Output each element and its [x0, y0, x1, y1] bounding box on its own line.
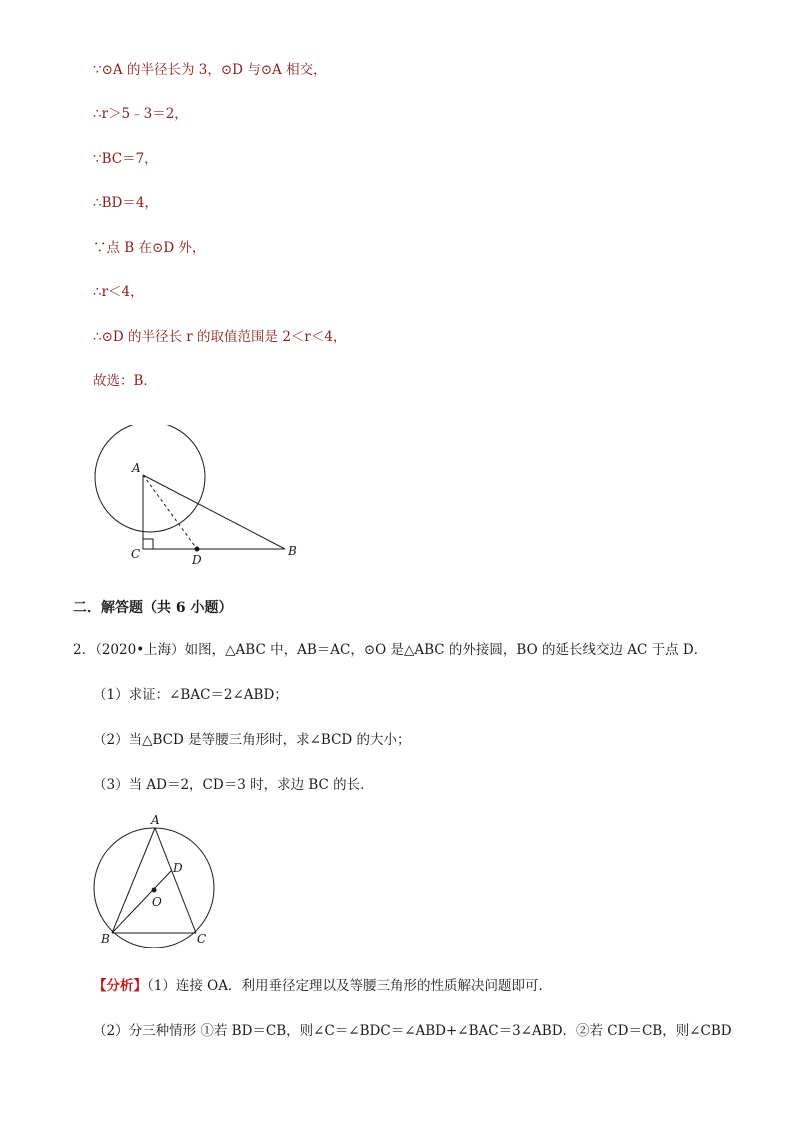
solution-line-8: 故选：B．: [93, 373, 157, 389]
analysis-text-1: （1）连接 OA．利用垂径定理以及等腰三角形的性质解决问题即可．: [147, 978, 552, 994]
segment-ab: [112, 828, 155, 933]
segment-ab: [143, 475, 285, 549]
problem-2-stem: 2．（2020•上海）如图，△ABC 中，AB＝AC，⊙O 是△ABC 的外接圆，BO 的延长线交边 AC 于点 D．: [73, 642, 708, 658]
label-o: O: [152, 895, 162, 909]
solution-line-4: ∴BD＝4，: [93, 195, 158, 211]
point-d: [195, 547, 200, 552]
segment-ac: [155, 828, 196, 933]
analysis-line-2: （2）分三种情形 ①若 BD＝CB，则∠C＝∠BDC＝∠ABD+∠BAC＝3∠ABD．②若 CD＝CB，则∠CBD: [93, 1023, 732, 1039]
figure-circumcircle: [85, 808, 225, 948]
solution-line-5: ∵点 B 在⊙D 外，: [93, 240, 206, 256]
label-b: B: [288, 544, 297, 558]
segment-ad-dashed: [143, 475, 197, 549]
solution-line-2: ∴r＞5﹣3＝2，: [93, 106, 188, 122]
problem-2-part-1: （1）求证：∠BAC＝2∠ABD；: [93, 687, 288, 703]
solution-line-7: ∴⊙D 的半径长 r 的取值范围是 2＜r＜4，: [93, 329, 347, 345]
segment-bd: [112, 870, 172, 933]
point-o: [152, 888, 157, 893]
label-d: D: [192, 553, 202, 567]
problem-2-part-3: （3）当 AD＝2，CD＝3 时，求边 BC 的长．: [93, 777, 374, 793]
solution-line-6: ∴r＜4，: [93, 284, 144, 300]
analysis-line-1: [93, 977, 552, 995]
label-b: B: [101, 932, 110, 946]
solution-line-3: ∵BC＝7，: [93, 151, 158, 167]
label-d: D: [173, 861, 183, 875]
problem-2-part-2: （2）当△BCD 是等腰三角形时，求∠BCD 的大小；: [93, 732, 411, 748]
solution-line-1: ∵⊙A 的半径长为 3，⊙D 与⊙A 相交，: [93, 62, 327, 78]
right-angle-mark: [143, 539, 153, 549]
section-title: 二．解答题（共 6 小题）: [73, 600, 233, 616]
label-a: A: [151, 813, 160, 827]
label-a: A: [132, 461, 141, 475]
figure-circle-triangle: [85, 425, 315, 575]
label-c: C: [131, 547, 141, 561]
analysis-tag: 【分析】: [93, 978, 147, 994]
label-c: C: [197, 932, 207, 946]
